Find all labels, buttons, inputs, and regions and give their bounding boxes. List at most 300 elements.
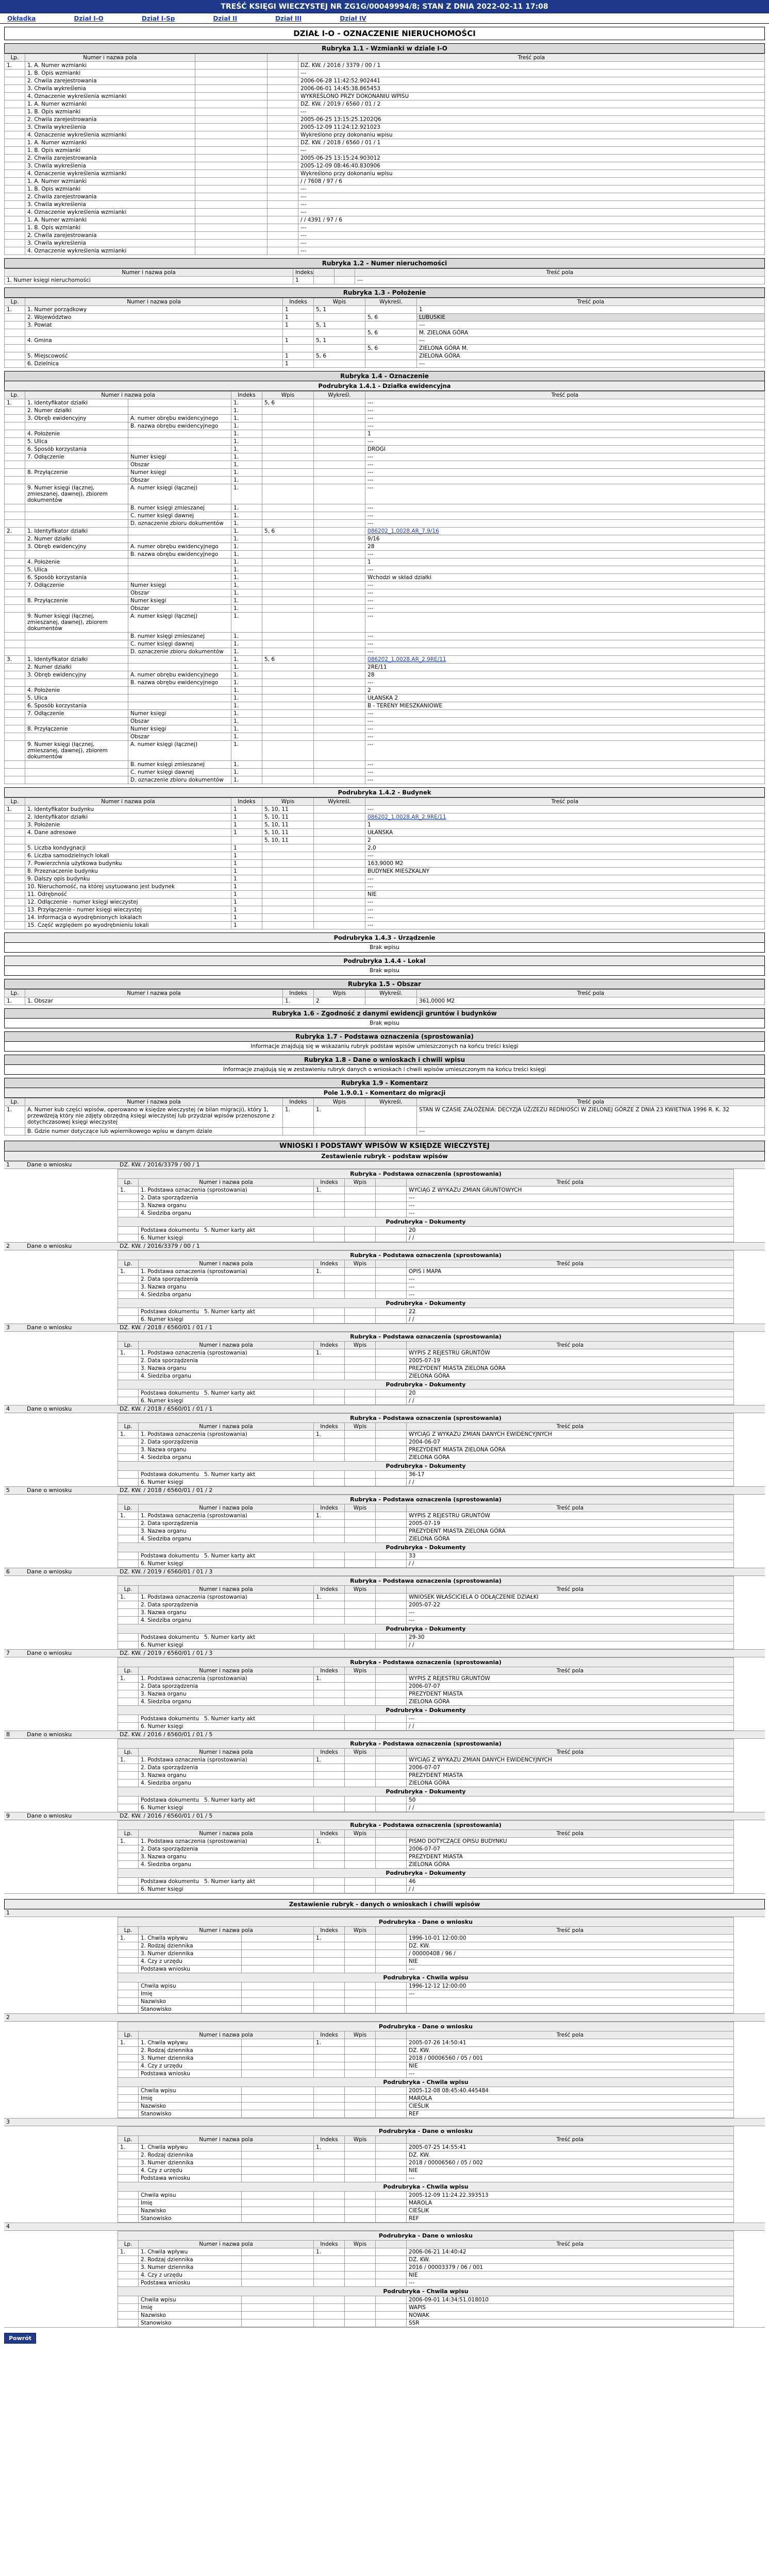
row-value: LUBUSKIE [417,314,765,321]
chwila-data: 1996-10-01 12:00:00 [407,1935,734,1942]
dzialka-row: 8. Przyłączenie Numer księgi 1. --- [5,469,765,477]
wzmianka-row [5,108,765,116]
wzmianka-row [5,185,765,193]
row-name: 3. Chwila wykreślenia [25,85,195,93]
chwila-imie: MAROLA [407,2199,734,2207]
dzialka-row: 9. Numer księgi (łącznej, zmieszanej, dawnej), zbiorem dokumentów A. numer księgi (łącznej) 1. --- [5,741,765,761]
row-name: 4. Oznaczenie wykreślenia wzmianki [25,247,195,255]
dzialka-value: 2 [367,687,371,693]
podstawa-rodzaj: WNIOSEK WŁAŚCICIELA O ODŁĄCZENIE DZIAŁKI [407,1594,734,1601]
podstawa-siedziba: ZIELONA GÓRA [407,1861,734,1869]
wzmianka-row [5,232,765,240]
dzialka-row: Obszar 1. --- [5,589,765,597]
entry-label: Dane o wniosku [27,1812,72,1819]
row-name: 7. Powierzchnia użytkowa budynku [25,860,231,868]
podstawa-entry: 2 Dane o wniosku DZ. KW. / 2016/3379 / 00 / 1 Rubryka - Podstawa oznaczenia (sprostowania) Lp. Numer i nazwa pola Indeks Wpis Treść pola 1. 1. Podstawa oznaczenia (sprostowania) 1. OPIS I MAPA 2. Data sporządzenia --- 3. Nazwa organu --- 4. Siedziba organu --- Podrubryka - Dokumenty Podstawa dokumentu 5. Numer karty akt 22 6. Numer księgi / / [4,1243,765,1324]
budynek-row: 4. Dane adresowe 1 5, 10, 11 UŁANSKA [5,829,765,837]
row-name: 9. Dalszy opis budynku [25,875,231,883]
rubryka-1-7-info: Informacje znajdują się w wskazaniu rubryk podstaw wpisów umieszczonych na końcu treści księgi [4,1042,765,1052]
row-idx: 1 [231,914,262,922]
row-name: 4. Gmina [25,337,283,345]
budynek-row [5,844,765,852]
wzmianka-row [5,178,765,185]
podrubryka-1-4-4 [4,956,765,976]
row-name: 15. Część względem po wyodrębnieniu lokali [25,922,231,929]
row-name: 2. Chwila zarejestrowania [25,155,195,162]
row-name: 1. A. Numer wzmianki [25,216,195,224]
budynek-row [5,922,765,929]
row-name: 6. Liczba samodzielnych lokali [25,852,231,860]
podrubryka-1-4-1-title: Podrubryka 1.4.1 - Działka ewidencyjna [4,381,765,391]
wzmianka-row [5,170,765,178]
chwila-nazwisko: CIEŚLIK [407,2103,734,2110]
dzialka-row: C. numer księgi dawnej 1. --- [5,640,765,648]
podstawa-siedziba: --- [407,1617,734,1624]
col-idx: Indeks [293,269,314,277]
entry-dzial: DZ. KW. / 2018 / 6560/01 / 01 / 1 [120,1324,213,1331]
podstawa-nr-dok: 46 [407,1878,734,1886]
chwila-nazwisko: NOWAK [407,2312,734,2319]
dzialka-row: 6. Sposób korzystania 1. Wchodzi w skład działki [5,574,765,582]
wzmianka-row [5,139,765,147]
dzialka-value: B - TERENY MIESZKANIOWE [367,703,443,709]
row-value: --- [298,240,765,247]
back-button[interactable]: Powrót [4,2333,36,2344]
col-lp: Lp. [5,54,25,62]
wzmianka-row [5,100,765,108]
row-value: ZIELONA GÓRA M. [417,345,765,352]
nav-link-4[interactable]: Dział III [275,14,302,22]
row-wpis [314,329,365,337]
row-wykr: 5, 6 [365,314,417,321]
dzialka-row: 4. Położenie 1. 1 [5,558,765,566]
dzialka-row: 9. Numer księgi (łącznej, zmieszanej, dawnej), zbiorem dokumentów A. numer księgi (łącznej) 1. --- [5,613,765,633]
podstawa-organ: PREZYDENT MIASTA ZIELONA GÓRA [407,1528,734,1535]
row-lp [5,193,25,201]
dzialka-value: --- [367,400,374,406]
entry-label: Dane o wniosku [27,1324,72,1331]
entry-dzial: DZ. KW. / 2018 / 6560/01 / 01 / 2 [120,1487,213,1494]
podstawa-rodzaj: OPIS I MAPA [407,1268,734,1276]
row-value: NIE [365,891,765,899]
podstawa-head: Rubryka - Podstawa oznaczenia (sprostowania) [118,1169,734,1178]
row-idx: 1 [231,868,262,875]
row-name: 4. Oznaczenie wykreślenia wzmianki [25,93,195,100]
row-idx [283,345,314,352]
row-name [25,345,283,352]
dzialka-value: 28 [367,672,375,678]
komentarz-table: Lp. Numer i nazwa pola Indeks Wpis Wykreśl. Treść pola 1. A. Numer kub części wpisów, operowano w księdze wieczystej (w bilan migracji), który 1, przewdzeją który nie zdjęty obrzędną księgi wieczystej lub przydział wpisów przenoszone z dotychczasowej księgi wieczystej 1. 1. STAN W CZASIE ZAŁOŻENIA: DECYZJA UŻ/ZEZU REDNIOŚCI W ZIELONEJ GÓRZE Z DNIA 23 KWIETNIA 1996 R. K. 32 B. Gdzie numer dotyczące lub wpiernikowego wpisu w danym dziale --- [4,1098,765,1136]
budynek-row [5,868,765,875]
wzmianka-row [5,155,765,162]
row-value: --- [365,922,765,929]
row-name: 4. Dane adresowe [25,829,231,837]
chwila-dz: DZ. KW. [407,1942,734,1950]
podstawa-nr-dok: 22 [407,1308,734,1316]
polozenie-row [5,314,765,321]
dzialka-row: 2. Numer działki 1. 9/16 [5,535,765,543]
row-value: 2005-06-25 13:15:25.1202Q6 [298,116,765,124]
chwila-entry: 4 Podrubryka - Dane o wniosku Lp. Numer i nazwa pola Indeks Wpis Treść pola 1. 1. Chwila wpływu 1. 2006-06-21 14:40:42 2. Rodzaj dziennika DZ. KW. 3. Numer dziennika 2016 / 00003379 / 06 / 001 4. Czy z urzędu NIE Podstawa wniosku --- Podrubryka - Chwila wpisu Chwila wpisu 2006-09-01 14:34:51.018010 Imię WAPIS Nazwisko NOWAK Stanowisko SSR [4,2223,765,2328]
chwila-dz: DZ. KW. [407,2047,734,2055]
komentarz-field-b: B. Gdzie numer dotyczące lub wpiernikowego wpisu w danym dziale [25,1128,283,1136]
chwila-dz: DZ. KW. [407,2256,734,2264]
row-idx: 1 [283,314,314,321]
dzialka-row: Obszar 1. --- [5,605,765,613]
rubryka-1-9 [4,1078,765,1136]
dzialka-row: 5. Ulica 1. UŁANSKA 2 [5,694,765,702]
row-lp [5,100,25,108]
podstawa-siedziba: --- [407,1210,734,1217]
row-lp [5,124,25,131]
rubryka-1-8-info: Informacje znajdują się w zestawieniu rubryk danych o wnioskach i chwili wpisów umieszczonym na końcu treści księgi [4,1065,765,1075]
row-name: 5. Liczba kondygnacji [25,844,231,852]
row-lp [5,216,25,224]
dzialka-value: --- [367,408,374,414]
entry-label: Dane o wniosku [27,1650,72,1656]
podstawa-data: 2005-07-19 [407,1357,734,1365]
row-idx: 1 [283,321,314,329]
field-idx: 1 [293,277,314,284]
row-name: 1. Numer porządkowy [25,306,283,314]
podstawa-siedziba: ZIELONA GÓRA [407,1535,734,1543]
row-value: BUDYNEK MIESZKALNY [365,868,765,875]
row-name [25,329,283,337]
podstawa-organ: PREZYDENT MIASTA [407,1772,734,1780]
entry-dzial: DZ. KW. / 2019 / 6560/01 / 01 / 3 [120,1568,213,1575]
chwila-entry: 1 Podrubryka - Dane o wniosku Lp. Numer i nazwa pola Indeks Wpis Treść pola 1. 1. Chwila wpływu 1. 1996-10-01 12:00:00 2. Rodzaj dziennika DZ. KW. 3. Numer dziennika / 00000408 / 96 / 4. Czy z urzędu NIE Podstawa wniosku --- Podrubryka - Chwila wpisu Chwila wpisu 1996-12-12 12:00:00 Imię --- Nazwisko Stanowisko [4,1909,765,2014]
wzmianka-row [5,70,765,77]
komentarz-field-a: A. Numer kub części wpisów, operowano w księdze wieczystej (w bilan migracji), który 1, przewdzeją który nie zdjęty obrzędną księgi wieczystej lub przydział wpisów przenoszone z dotychczasowej księgi wieczystej [25,1106,283,1128]
entry-nr: 3 [6,2119,10,2125]
row-idx: 1 [283,352,314,360]
row-wpis: 5, 1 [314,306,365,314]
dzialka-value: 2RE/11 [367,664,387,670]
row-lp [5,116,25,124]
entry-nr: 6 [6,1568,10,1575]
row-value: 2,0 [365,844,765,852]
row-lp [5,170,25,178]
dzialka-value: 1 [367,431,371,437]
row-lp [5,329,25,337]
row-value: --- [365,883,765,891]
nav-link-0[interactable]: Okładka [7,14,36,22]
row-wykr: 5, 6 [365,345,417,352]
row-lp [5,321,25,329]
podstawa-nr-dok: 33 [407,1552,734,1560]
wnioski-title: WNIOSKI I PODSTAWY WPISÓW W KSIĘDZE WIECZYSTEJ [4,1141,765,1151]
row-lp [5,232,25,240]
row-name: 4. Oznaczenie wykreślenia wzmianki [25,131,195,139]
row-idx: 1 [231,806,262,814]
nav-bar [0,13,769,24]
podstawa-head: Rubryka - Podstawa oznaczenia (sprostowania) [118,1332,734,1341]
komentarz-value-b: --- [417,1128,765,1136]
dzialka-value: --- [367,680,374,686]
nav-link-3[interactable]: Dział II [213,14,238,22]
row-wykr [365,360,417,368]
row-value: 1 [417,306,765,314]
field-value: --- [355,277,765,284]
podrubryka-1-4-2 [4,787,765,929]
podstawa-data: 2005-07-19 [407,1520,734,1528]
row-name: 3. Chwila wykreślenia [25,240,195,247]
row-name: 2. Województwo [25,314,283,321]
row-value: --- [298,247,765,255]
row-name: 2. Chwila zarejestrowania [25,77,195,85]
row-value: --- [298,201,765,209]
podstawa-nr-dok: 20 [407,1389,734,1397]
podstawa-entry: 1 Dane o wniosku DZ. KW. / 2016/3379 / 00 / 1 Rubryka - Podstawa oznaczenia (sprostowania) Lp. Numer i nazwa pola Indeks Wpis Treść pola 1. 1. Podstawa oznaczenia (sprostowania) 1. WYCIĄG Z WYKAZU ZMIAN GRUNTOWYCH 2. Data sporządzenia --- 3. Nazwa organu --- 4. Siedziba organu --- Podrubryka - Dokumenty Podstawa dokumentu 5. Numer karty akt 20 6. Numer księgi / / [4,1161,765,1243]
obszar-lp: 1. [5,997,25,1005]
nav-link-1[interactable]: Dział I-O [74,14,104,22]
wzmianka-row [5,240,765,247]
row-name: 1. A. Numer wzmianki [25,62,195,70]
podstawa-entry: 4 Dane o wniosku DZ. KW. / 2018 / 6560/01 / 01 / 1 Rubryka - Podstawa oznaczenia (sprostowania) Lp. Numer i nazwa pola Indeks Wpis Treść pola 1. 1. Podstawa oznaczenia (sprostowania) 1. WYCIĄG Z WYKAZU ZMIAN DANYCH EWIDENCYJNYCH 2. Data sporządzenia 2004-06-07 3. Nazwa organu PREZYDENT MIASTA ZIELONA GÓRA 4. Siedziba organu ZIELONA GÓRA Podrubryka - Dokumenty Podstawa dokumentu 5. Numer karty akt 36-17 6. Numer księgi / / [4,1405,765,1487]
row-value: --- [365,852,765,860]
rubryka-1-3 [4,287,765,368]
dzialka-row: 7. Odłączenie Numer księgi 1. --- [5,710,765,718]
rubryka-1-2-title: Rubryka 1.2 - Numer nieruchomości [4,258,765,268]
wzmianka-row [5,62,765,70]
chwila-nazwisko: CIEŚLIK [407,2207,734,2215]
podstawa-siedziba: ZIELONA GÓRA [407,1780,734,1787]
row-idx: 1 [231,875,262,883]
podstawa-data: --- [407,1276,734,1283]
podstawa-rodzaj: WYPIS Z REJESTRU GRUNTÓW [407,1349,734,1357]
chwila-imie: WAPIS [407,2304,734,2312]
row-value: 163,9000 M2 [365,860,765,868]
podstawa-organ: PREZYDENT MIASTA ZIELONA GÓRA [407,1446,734,1454]
row-value: --- [417,360,765,368]
dzialka-value: DROGI [367,446,386,452]
dzialka-value: 086202_1.0028.AR_2.9RE/11 [367,656,446,663]
wzmianka-row [5,85,765,93]
dzialka-value: --- [367,567,374,573]
row-value: --- [365,875,765,883]
row-value: --- [298,193,765,201]
rubryka-1-9-title: Rubryka 1.9 - Komentarz [4,1078,765,1088]
chwila-chwila: 2006-09-01 14:34:51.018010 [407,2296,734,2304]
chwila-num: NIE [407,2272,734,2279]
podstawa-siedziba: --- [407,1291,734,1299]
rubryka-1-6 [4,1008,765,1028]
chwila-data: 2005-07-26 14:50:41 [407,2039,734,2047]
budynek-row [5,860,765,868]
row-value: 2005-06-25 13:15:24.903012 [298,155,765,162]
chwila-num: NIE [407,2167,734,2175]
wzmianka-row [5,77,765,85]
entry-dzial: DZ. KW. / 2018 / 6560/01 / 01 / 1 [120,1405,213,1412]
podstawa-data: 2004-06-07 [407,1438,734,1446]
nav-link-5[interactable]: Dział IV [340,14,366,22]
row-name: 13. Przyłączenie - numer księgi wieczystej [25,906,231,914]
dzialka-row: B. numer księgi zmieszanej 1. --- [5,761,765,769]
row-lp [5,70,25,77]
wzmianka-row [5,124,765,131]
row-lp [5,77,25,85]
podstawa-rodzaj: WYPIS Z REJESTRU GRUNTÓW [407,1675,734,1683]
row-wykr [365,352,417,360]
row-idx: 1 [231,814,262,821]
row-lp [5,147,25,155]
budynek-row [5,899,765,906]
podstawa-data: --- [407,1194,734,1202]
row-value: / / 4391 / 97 / 6 [298,216,765,224]
podstawa-siedziba: ZIELONA GÓRA [407,1454,734,1462]
wnioski-subtitle: Zestawienie rubryk - podstaw wpisów [4,1151,765,1161]
podrubryka-1-4-3-info: Brak wpisu [4,943,765,953]
podstawa-rodzaj: PISMO DOTYCZĄCE OPISU BUDYNKU [407,1838,734,1845]
budynek-row: 2. Identyfikator działki 1 5, 10, 11 086202_1.0028.AR_2.9RE/11 [5,814,765,821]
row-lp [5,178,25,185]
entry-dzial: DZ. KW. / 2016/3379 / 00 / 1 [120,1161,200,1168]
row-lp [5,337,25,345]
entry-dzial: DZ. KW. / 2016 / 6560/01 / 01 / 5 [120,1731,213,1738]
podstawa-nr-dok: --- [407,1715,734,1723]
row-idx: 1 [283,306,314,314]
podrubryka-1-4-4-info: Brak wpisu [4,966,765,976]
budynek-table: Lp. Numer i nazwa pola Indeks Wpis Wykreśl. Treść pola 1. 1. Identyfikator budynku 1 5, 10, 11 --- 2. Identyfikator działki 1 5, 10, 11 086202_1.0028.AR_2.9RE/11 3. Położenie 1 5, 10, 11 1 4. Dane adresowe 1 5, 10, 11 UŁANSKA 5, 10, 11 2 5. Liczba kondygnacji 1 2,0 6. Liczba samodzielnych lokali 1 --- 7. Powierzchnia użytkowa budynku 1 163,9000 M2 8. Przeznaczenie budynku 1 BUDYNEK MIESZKALNY 9. Dalszy opis budynku 1 --- 10. Nieruchomość, na której usytuowano jest budynek 1 --- 11. Odrębność 1 NIE 12. Odłączenie - numer księgi wieczystej 1 --- 13. Przyłączenie - numer księgi wieczystej 1 --- 14. Informacja o wyodrębnionych lokalach 1 --- 15. Część względem po wyodrębnieniu lokali 1 --- [4,798,765,929]
chwila-dz: DZ. KW. [407,2151,734,2159]
dzialka-row: 3. Obręb ewidencyjny A. numer obrębu ewidencyjnego 1. 28 [5,543,765,551]
chwile-section [4,1899,765,2328]
rubryka-1-2-table [4,268,765,284]
row-value: --- [365,899,765,906]
wzmianka-row [5,147,765,155]
budynek-row [5,906,765,914]
podstawa-entry: 5 Dane o wniosku DZ. KW. / 2018 / 6560/01 / 01 / 2 Rubryka - Podstawa oznaczenia (sprostowania) Lp. Numer i nazwa pola Indeks Wpis Treść pola 1. 1. Podstawa oznaczenia (sprostowania) 1. WYPIS Z REJESTRU GRUNTÓW 2. Data sporządzenia 2005-07-19 3. Nazwa organu PREZYDENT MIASTA ZIELONA GÓRA 4. Siedziba organu ZIELONA GÓRA Podrubryka - Dokumenty Podstawa dokumentu 5. Numer karty akt 33 6. Numer księgi / / [4,1487,765,1568]
chwile-title: Zestawienie rubryk - danych o wnioskach i chwili wpisów [4,1899,765,1909]
chwila-data: 2005-07-25 14:55:41 [407,2144,734,2151]
row-wpis: 5, 1 [314,321,365,329]
polozenie-row [5,352,765,360]
row-wykr [365,321,417,329]
row-value: --- [417,321,765,329]
row-name: 1. B. Opis wzmianki [25,70,195,77]
dzialka-row: 4. Położenie 1. 2 [5,687,765,694]
wzmianka-row [5,201,765,209]
entry-label: Dane o wniosku [27,1161,72,1168]
chwila-imie: --- [407,1990,734,1998]
dzialka-value: Wchodzi w skład działki [367,574,432,581]
polozenie-row [5,306,765,314]
podrubryka-1-4-3 [4,933,765,953]
row-lp [5,360,25,368]
row-name: 1. B. Opis wzmianki [25,147,195,155]
row-lp [5,139,25,147]
row-idx: 1 [231,821,262,829]
row-name: 8. Przeznaczenie budynku [25,868,231,875]
rubryka-1-7-title: Rubryka 1.7 - Podstawa oznaczenia (sprostowania) [4,1031,765,1042]
polozenie-row [5,321,765,329]
podstawa-nr-dok: 36-17 [407,1471,734,1479]
obszar-idx: 1. [283,997,314,1005]
obszar-table: Lp. Numer i nazwa pola Indeks Wpis Wykreśl. Treść pola 1. 1. Obszar 1. 2 361,0000 M2 [4,989,765,1005]
dzialka-row: 6. Sposób korzystania 1. DROGI [5,446,765,453]
row-value: UŁANSKA [365,829,765,837]
row-value: Wykreślono przy dokonaniu wpisu [298,131,765,139]
col-name: Numer i nazwa pola [25,54,195,62]
col-value: Treść pola [355,269,765,277]
podstawa-nr-dok: 20 [407,1227,734,1234]
entry-dzial: DZ. KW. / 2016 / 6560/01 / 01 / 5 [120,1812,213,1819]
row-name: 3. Chwila wykreślenia [25,201,195,209]
podstawa-data: 2006-07-07 [407,1683,734,1690]
row-value: Wykreślono przy dokonaniu wpisu [298,170,765,178]
budynek-row [5,914,765,922]
chwila-chwila: 2005-12-08 08:45:40.445484 [407,2087,734,2095]
wzmianka-row [5,216,765,224]
row-name: 4. Oznaczenie wykreślenia wzmianki [25,209,195,216]
row-value: DZ. KW. / 2016 / 3379 / 00 / 1 [298,62,765,70]
dzialka-row: Obszar 1. --- [5,733,765,741]
dzialka-row: B. nazwa obrębu ewidencyjnego 1. --- [5,422,765,430]
nav-link-2[interactable]: Dział I-Sp [141,14,175,22]
podstawa-siedziba: ZIELONA GÓRA [407,1698,734,1706]
podstawa-entry: 8 Dane o wniosku DZ. KW. / 2016 / 6560/01 / 01 / 5 Rubryka - Podstawa oznaczenia (sprostowania) Lp. Numer i nazwa pola Indeks Wpis Treść pola 1. 1. Podstawa oznaczenia (sprostowania) 1. WYCIĄG Z WYKAZU ZMIAN DANYCH EWIDENCYJNYCH 2. Data sporządzenia 2006-07-07 3. Nazwa organu PREZYDENT MIASTA 4. Siedziba organu ZIELONA GÓRA Podrubryka - Dokumenty Podstawa dokumentu 5. Numer karty akt 50 6. Numer księgi / / [4,1731,765,1812]
rubryka-1-7 [4,1031,765,1052]
row-value: --- [417,337,765,345]
row-idx: 1 [231,922,262,929]
podstawa-head: Rubryka - Podstawa oznaczenia (sprostowania) [118,1576,734,1585]
row-name: 3. Chwila wykreślenia [25,124,195,131]
dzialka-row: 3. 1. Identyfikator działki 1. 5, 6 086202_1.0028.AR_2.9RE/11 [5,656,765,664]
podstawa-organ: PREZYDENT MIASTA [407,1853,734,1861]
polozenie-row [5,360,765,368]
row-value: 2005-12-09 08:46:40.830906 [298,162,765,170]
rubryka-1-5-title: Rubryka 1.5 - Obszar [4,979,765,989]
obszar-name: 1. Obszar [25,997,283,1005]
row-name: 1. B. Opis wzmianki [25,224,195,232]
row-lp: 1. [5,62,25,70]
row-wpis: 5, 6 [314,352,365,360]
entry-label: Dane o wniosku [27,1243,72,1249]
row-name: 1. A. Numer wzmianki [25,139,195,147]
wzmianka-row [5,131,765,139]
row-wykr [365,337,417,345]
row-name: 14. Informacja o wyodrębnionych lokalach [25,914,231,922]
row-value: --- [298,70,765,77]
row-value: M. ZIELONA GÓRA [417,329,765,337]
row-lp: 1. [5,306,25,314]
rubryka-1-8-title: Rubryka 1.8 - Dane o wnioskach i chwili wpisu [4,1055,765,1065]
row-lp [5,185,25,193]
podstawa-nr-dok: 29-30 [407,1634,734,1641]
row-name: 6. Dzielnica [25,360,283,368]
podstawa-organ: --- [407,1202,734,1210]
entry-label: Dane o wniosku [27,1405,72,1412]
rubryka-1-4 [4,371,765,784]
dzialka-value: 9/16 [367,536,380,542]
row-idx: 1 [231,829,262,837]
row-value: WYKREŚLONO PRZY DOKONANIU WPISU [298,93,765,100]
row-wpis [314,314,365,321]
dzialka-row: 2. 1. Identyfikator działki 1. 5, 6 086202_1.0028.AR_7.9/16 [5,528,765,535]
entry-nr: 1 [6,1909,10,1916]
row-value: --- [365,914,765,922]
row-value: --- [365,906,765,914]
polozenie-row [5,329,765,337]
row-value: --- [365,806,765,814]
row-value: --- [298,185,765,193]
row-value: --- [298,147,765,155]
row-name: 4. Oznaczenie wykreślenia wzmianki [25,170,195,178]
dzialka-row: 3. Obręb ewidencyjny A. numer obrębu ewidencyjnego 1. 28 [5,671,765,679]
entry-nr: 1 [6,1161,10,1168]
chwila-stanowisko: REF [407,2110,734,2118]
dzialka-value: 086202_1.0028.AR_7.9/16 [367,528,439,534]
